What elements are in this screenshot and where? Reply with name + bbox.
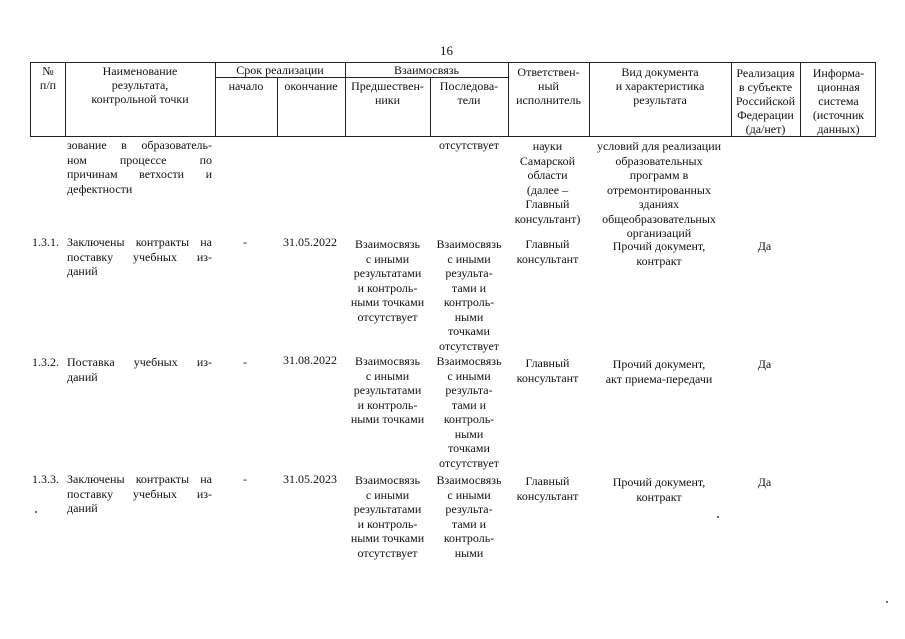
region-cell: Да xyxy=(757,357,772,371)
result-name-cell: Заключены контракты на поставку учебных из- даний xyxy=(67,235,212,278)
document-cell: Прочий документ, контракт xyxy=(612,239,706,268)
responsible-cell: Главный консультант xyxy=(516,474,579,503)
header-period: Срок реализации xyxy=(236,63,324,77)
row-divider xyxy=(215,77,345,78)
row-number: 1.3.2. xyxy=(32,355,59,369)
scan-speck xyxy=(886,601,888,603)
header-info-system: Информа- ционная система (источник данных) xyxy=(812,66,865,136)
start-date: - xyxy=(243,472,247,486)
page-number: 16 xyxy=(440,43,453,58)
predecessors-cell: Взаимосвязь с иными результатами и контроль- ными точками отсутствует xyxy=(350,237,425,324)
row-number: 1.3.1. xyxy=(32,235,59,249)
header-number: № п/п xyxy=(39,64,57,92)
header-successors: Последова- тели xyxy=(439,79,499,107)
end-date: 31.08.2022 xyxy=(283,353,337,367)
end-date: 31.05.2022 xyxy=(283,235,337,249)
table-header xyxy=(30,62,876,137)
region-cell: Да xyxy=(757,239,772,253)
result-name-cell: Поставка учебных из- даний xyxy=(67,355,212,384)
start-date: - xyxy=(243,235,247,249)
header-name: Наименование результата, контрольной точки xyxy=(91,64,189,106)
row-divider xyxy=(345,77,508,78)
responsible-cell: Главный консультант xyxy=(516,237,579,266)
responsible-cell: Главный консультант xyxy=(516,356,579,385)
region-cell: Да xyxy=(757,475,772,489)
header-document-type: Вид документа и характеристика результата xyxy=(615,65,705,107)
result-name-cell: Заключены контракты на поставку учебных из- даний xyxy=(67,472,212,515)
end-date: 31.05.2023 xyxy=(283,472,337,486)
cont-successors-cell: отсутствует xyxy=(438,138,500,152)
start-date: - xyxy=(243,355,247,369)
header-end: окончание xyxy=(284,79,338,93)
document-cell: Прочий документ, контракт xyxy=(612,475,706,504)
successors-cell: Взаимосвязь с иными результа- тами и контроль- ными точками отсутствует xyxy=(436,354,502,470)
cont-name-cell: зование в образователь- ном процессе по причинам ветхости и дефектности xyxy=(67,138,212,196)
header-responsible: Ответствен- ный исполнитель xyxy=(516,65,581,107)
document-cell: Прочий документ, акт приема-передачи xyxy=(605,357,713,386)
successors-cell: Взаимосвязь с иными результа- тами и контроль- ными xyxy=(436,473,502,560)
scan-speck xyxy=(717,516,719,518)
header-relation: Взаимосвязь xyxy=(394,63,459,77)
header-predecessors: Предшествен- ники xyxy=(351,79,424,107)
predecessors-cell: Взаимосвязь с иными результатами и контроль- ными точками xyxy=(350,354,425,426)
cont-responsible-cell: науки Самарской области (далее – Главный консультант) xyxy=(514,139,581,226)
header-region: Реализация в субъекте Российской Федерации (да/нет) xyxy=(735,66,796,136)
scan-speck xyxy=(35,511,37,513)
predecessors-cell: Взаимосвязь с иными результатами и контроль- ными точками отсутствует xyxy=(350,473,425,560)
successors-cell: Взаимосвязь с иными результа- тами и контроль- ными точками отсутствует xyxy=(436,237,502,353)
header-start: начало xyxy=(228,79,264,93)
row-number: 1.3.3. xyxy=(32,472,59,486)
cont-document-cell: условий для реализации образовательных программ в отремонтированных зданиях общеобразовательных организаций xyxy=(596,139,722,240)
